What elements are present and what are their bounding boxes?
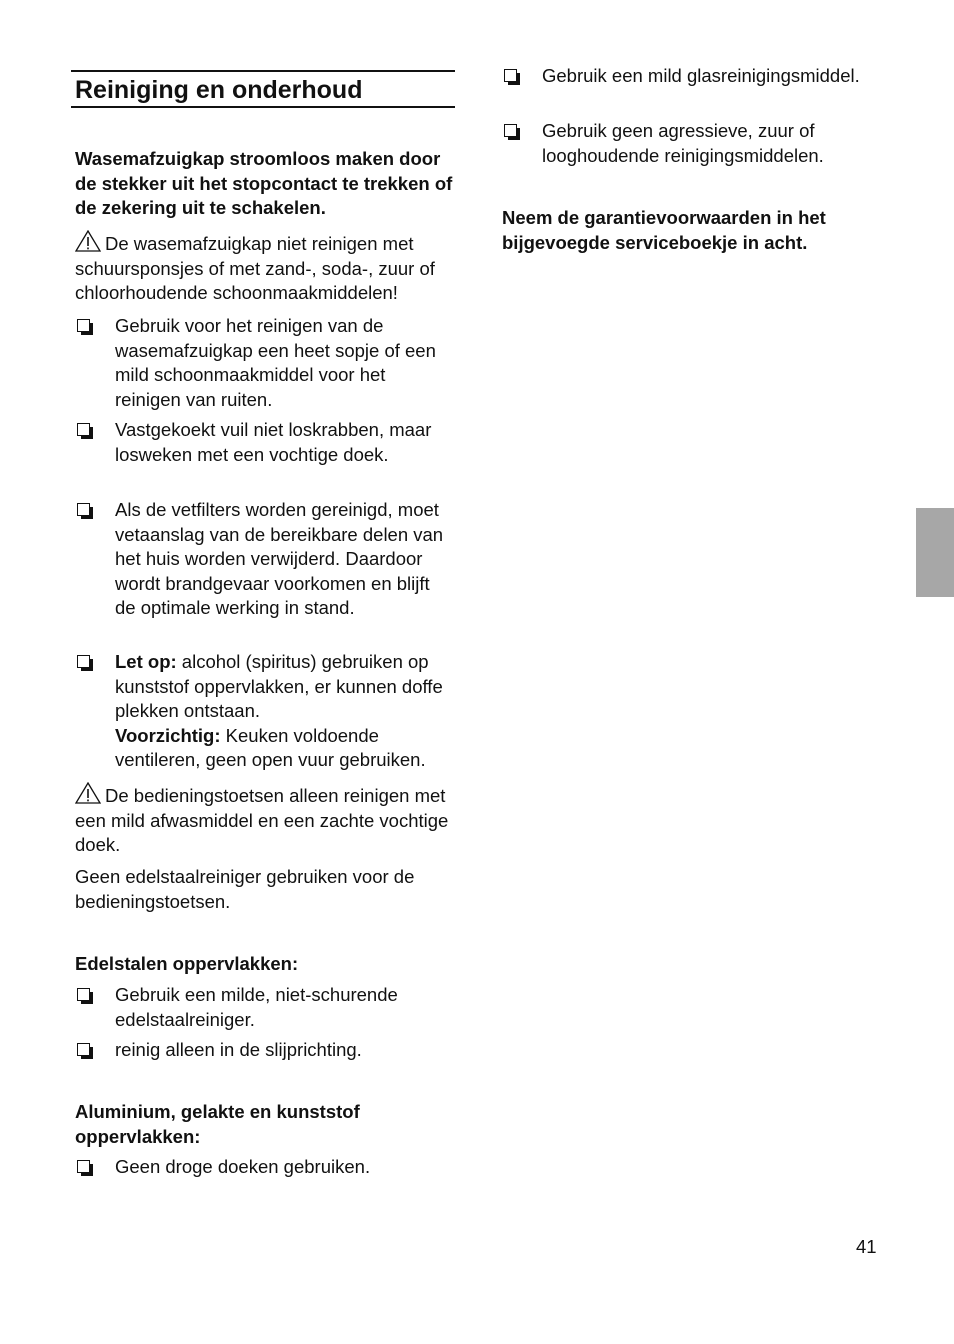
- list-item-text: Geen droge doeken gebruiken.: [115, 1156, 371, 1177]
- warning-triangle-icon: [75, 782, 101, 804]
- checkbox-icon: [77, 1043, 90, 1056]
- list-item: [75, 418, 455, 467]
- caution-text: alcohol (spiritus) gebruiken op kunststof oppervlakken, er kunnen doffe plekken ontstaan.: [115, 651, 443, 721]
- checkbox-icon: [77, 503, 90, 516]
- list-item: [75, 1155, 455, 1180]
- list-item: [75, 1038, 455, 1063]
- warranty-note: Neem de garantievoorwaarden in het bijgevoegde serviceboekje in acht.: [502, 207, 826, 253]
- list-item: [75, 650, 455, 773]
- list-item-text: reinig alleen in de slijprichting.: [115, 1039, 362, 1060]
- caution-label: Let op:: [115, 651, 177, 672]
- list-item-text: Vastgekoekt vuil niet loskrabben, maar losweken met een vochtige doek.: [115, 419, 432, 465]
- warning-text-1: De wasemafzuigkap niet reinigen met schuursponsjes of met zand-, soda-, zuur of chloorhoudende schoonmaakmiddelen!: [75, 233, 435, 303]
- intro-instruction: Wasemafzuigkap stroomloos maken door de stekker uit het stopcontact te trekken of de zekering uit te schakelen.: [75, 148, 453, 218]
- list-item-text: Gebruik geen agressieve, zuur of looghoudende reinigingsmiddelen.: [542, 120, 824, 166]
- section-heading-box: [71, 70, 455, 108]
- chapter-tab-marker: [916, 508, 954, 597]
- warning-paragraph-1: [75, 230, 455, 306]
- checkbox-icon: [504, 69, 517, 82]
- checkbox-icon: [77, 319, 90, 332]
- checkbox-icon: [77, 423, 90, 436]
- list-item: [75, 983, 455, 1032]
- list-item-text: Gebruik een mild glasreinigingsmiddel.: [542, 65, 860, 86]
- stainless-heading: Edelstalen oppervlakken:: [75, 953, 299, 974]
- note-paragraph: Geen edelstaalreiniger gebruiken voor de bedieningstoetsen.: [75, 866, 415, 912]
- list-item: [502, 64, 862, 89]
- checkbox-icon: [504, 124, 517, 137]
- list-item: [75, 498, 455, 621]
- careful-text: Keuken voldoende ventileren, geen open vuur gebruiken.: [115, 724, 426, 770]
- checkbox-icon: [77, 988, 90, 1001]
- list-item-text: Als de vetfilters worden gereinigd, moet vetaanslag van de bereikbare delen van het huis worden verwijderd. Daardoor wordt brandgevaar voorkomen en blijft de optimale werking in stand.: [115, 499, 444, 618]
- page-title: Reiniging en onderhoud: [75, 76, 363, 104]
- list-item-text: Gebruik een milde, niet-schurende edelstaalreiniger.: [115, 984, 398, 1030]
- page-number: 41: [856, 1236, 877, 1257]
- careful-label: Voorzichtig:: [115, 724, 221, 746]
- warning-text-2: De bedieningstoetsen alleen reinigen met een mild afwasmiddel en een zachte vochtige doek.: [75, 785, 449, 855]
- checkbox-icon: [77, 655, 90, 668]
- checkbox-icon: [77, 1160, 90, 1173]
- aluminium-heading: Aluminium, gelakte en kunststof oppervlakken:: [75, 1101, 360, 1147]
- warning-triangle-icon: [75, 230, 101, 252]
- list-item: [75, 314, 455, 412]
- list-item-text: Gebruik voor het reinigen van de wasemafzuigkap een heet sopje of een mild schoonmaakmiddel voor het reinigen van ruiten.: [115, 315, 436, 410]
- list-item: [502, 119, 862, 168]
- warning-paragraph-2: [75, 782, 455, 858]
